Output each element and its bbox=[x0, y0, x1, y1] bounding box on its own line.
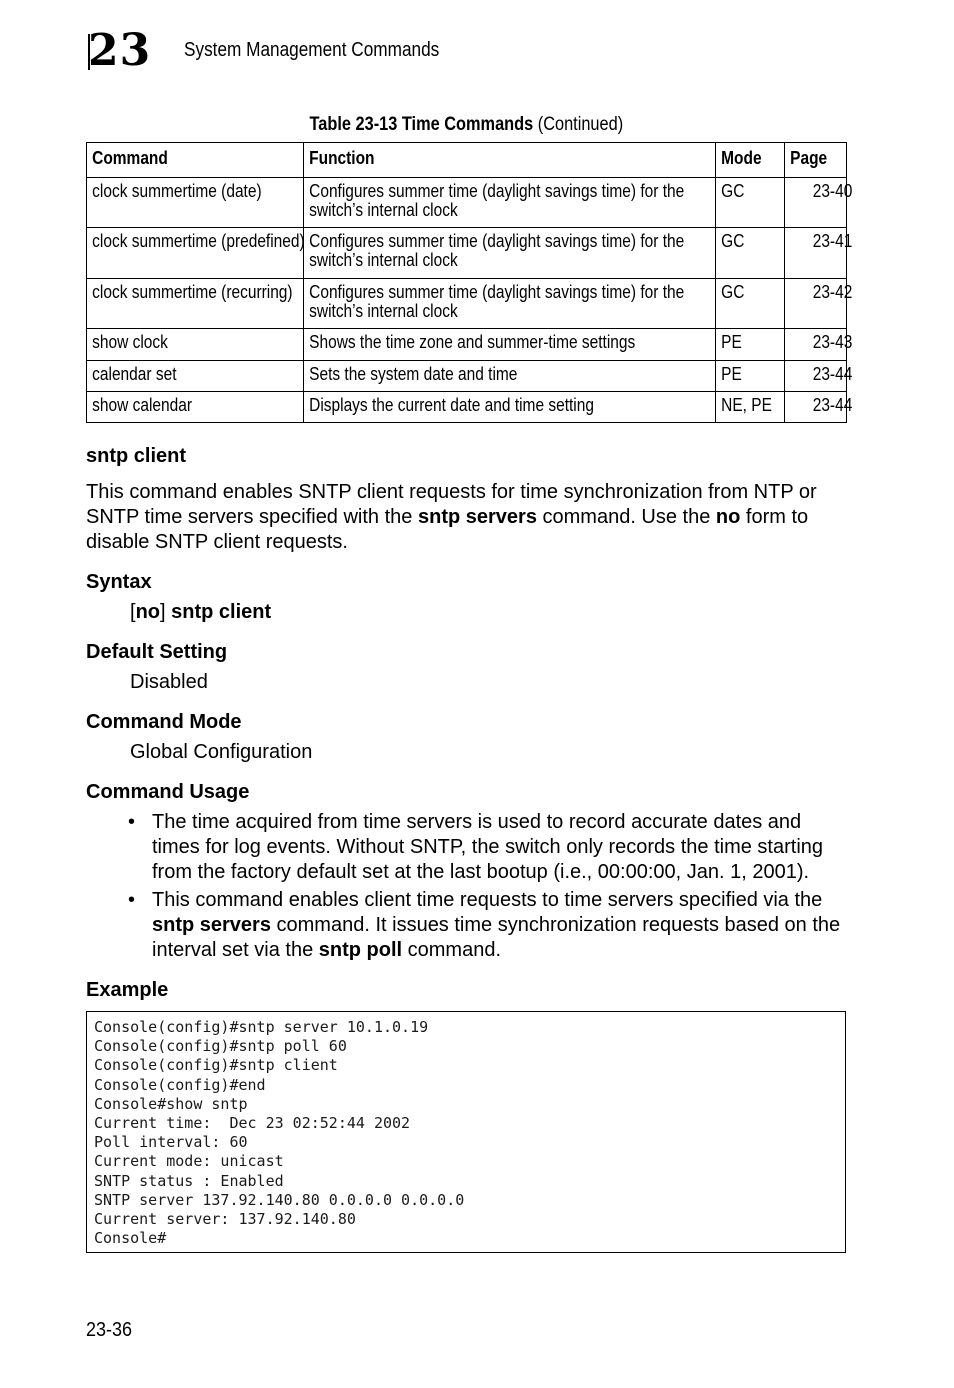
section-title: sntp client bbox=[86, 445, 187, 467]
cell-mode: PE bbox=[716, 329, 785, 361]
cell-function: Shows the time zone and summer-time settings bbox=[304, 329, 716, 361]
syntax-no-keyword: no bbox=[135, 601, 160, 623]
cell-function: Configures summer time (daylight savings time) for the switch’s internal clock bbox=[304, 279, 716, 329]
code-line: Console(config)#sntp client bbox=[94, 1056, 338, 1075]
column-header-mode: Mode bbox=[716, 143, 785, 178]
cell-page: 23-44 bbox=[785, 392, 847, 423]
code-line: SNTP server 137.92.140.80 0.0.0.0 0.0.0.0 bbox=[94, 1190, 465, 1209]
usage-bullet bbox=[128, 888, 848, 963]
table-caption-suffix: (Continued) bbox=[532, 114, 623, 135]
cell-function: Displays the current date and time setting bbox=[304, 392, 716, 423]
cell-function: Sets the system date and time bbox=[304, 361, 716, 392]
no-term: no bbox=[715, 506, 741, 528]
default-setting-value: Disabled bbox=[130, 671, 208, 693]
cell-command: clock summertime (date) bbox=[87, 178, 304, 228]
command-usage-heading: Command Usage bbox=[86, 781, 250, 803]
table-row bbox=[87, 178, 847, 228]
table-row bbox=[87, 228, 847, 279]
command-mode-value: Global Configuration bbox=[130, 741, 313, 763]
command-mode-heading: Command Mode bbox=[86, 711, 242, 733]
cell-page: 23-40 bbox=[785, 178, 847, 228]
bullet-icon: • bbox=[128, 811, 136, 833]
code-line: Poll interval: 60 bbox=[94, 1133, 248, 1152]
cell-page: 23-43 bbox=[785, 329, 847, 361]
cell-mode: GC bbox=[716, 228, 785, 279]
code-line: Console# bbox=[94, 1229, 167, 1248]
sntp-servers-term: sntp servers bbox=[417, 506, 537, 528]
cell-function: Configures summer time (daylight savings time) for the switch’s internal clock bbox=[304, 178, 716, 228]
usage-text: The time acquired from time servers is used to record accurate dates and times for log events. Without SNTP, the switch only records the time starting from the factory default set at the last bootup (i.e., 00:00:00, Jan. 1, 2001). bbox=[152, 811, 824, 883]
code-line: Console#show sntp bbox=[94, 1094, 248, 1113]
cell-command: clock summertime (recurring) bbox=[87, 279, 304, 329]
page-number: 23-36 bbox=[86, 1319, 133, 1341]
code-line: SNTP status : Enabled bbox=[94, 1171, 284, 1190]
table-row bbox=[87, 361, 847, 392]
sntp-poll-term: sntp poll bbox=[318, 939, 403, 961]
cell-mode: GC bbox=[716, 178, 785, 228]
table-header-row bbox=[87, 143, 847, 178]
code-line: Console(config)#sntp server 10.1.0.19 bbox=[94, 1018, 429, 1036]
cell-page: 23-42 bbox=[785, 279, 847, 329]
usage-bullet bbox=[128, 810, 848, 885]
table-row bbox=[87, 392, 847, 423]
code-line: Current server: 137.92.140.80 bbox=[94, 1209, 356, 1228]
cell-function: Configures summer time (daylight savings time) for the switch’s internal clock bbox=[304, 228, 716, 279]
sntp-servers-term: sntp servers bbox=[152, 914, 271, 936]
code-line: Console(config)#end bbox=[94, 1075, 266, 1094]
syntax-heading: Syntax bbox=[86, 571, 152, 593]
code-line: Console(config)#sntp poll 60 bbox=[94, 1037, 347, 1056]
code-line: Current mode: unicast bbox=[94, 1152, 284, 1171]
time-commands-table bbox=[86, 142, 853, 423]
cell-mode: GC bbox=[716, 279, 785, 329]
code-line: Current time: Dec 23 02:52:44 2002 bbox=[94, 1113, 411, 1132]
usage-text: This command enables client time requests to time servers specified via the sntp servers command. It issues time synchronization requests based on the interval set via the sntp poll command. bbox=[152, 889, 841, 961]
cell-command: show clock bbox=[87, 329, 304, 361]
intro-paragraph: This command enables SNTP client requests for time synchronization from NTP or SNTP time servers specified with the sntp servers command. Use the no form to disable SNTP client requests. bbox=[86, 481, 817, 553]
cell-command: clock summertime (predefined) bbox=[87, 228, 304, 279]
chapter-title: System Management Commands bbox=[184, 39, 440, 61]
default-setting-heading: Default Setting bbox=[86, 641, 228, 663]
table-row bbox=[87, 279, 847, 329]
table-caption bbox=[86, 114, 846, 136]
bullet-icon: • bbox=[128, 889, 136, 911]
table-caption-label: Table 23-13 Time Commands bbox=[309, 114, 533, 135]
cell-mode: NE, PE bbox=[716, 392, 785, 423]
syntax-command: sntp client bbox=[171, 601, 272, 623]
table-row bbox=[87, 329, 847, 361]
cell-mode: PE bbox=[716, 361, 785, 392]
column-header-function: Function bbox=[304, 143, 716, 178]
cell-page: 23-41 bbox=[785, 228, 847, 279]
chapter-number: 23 bbox=[88, 25, 152, 76]
column-header-command: Command bbox=[87, 143, 304, 178]
column-header-page: Page bbox=[785, 143, 847, 178]
cell-page: 23-44 bbox=[785, 361, 847, 392]
syntax-line: [no] sntp client bbox=[130, 601, 272, 623]
cell-command: show calendar bbox=[87, 392, 304, 423]
example-heading: Example bbox=[86, 979, 169, 1001]
cell-command: calendar set bbox=[87, 361, 304, 392]
example-code-block bbox=[86, 1011, 846, 1253]
